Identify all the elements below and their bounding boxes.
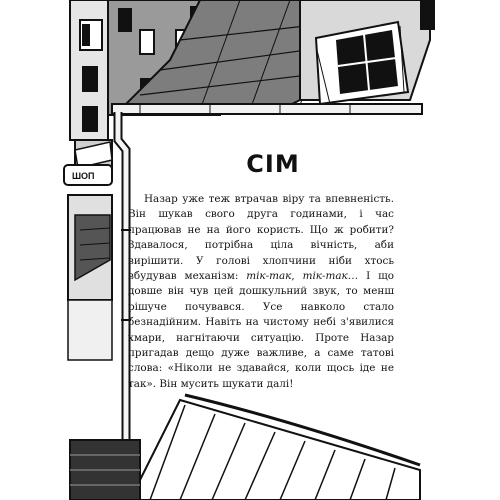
shop-sign: ШОП [72,171,95,181]
tick-tock-2: тік-так [302,270,348,283]
tick-tock-1: тік-так [246,270,292,283]
chapter-title: СІМ [246,150,300,178]
paragraph-part-2: … І що довше він чув цей дошкульний звук, то менш рішуче почувався. Усе навколо стало безнадійним. Навіть на чистому небі з'явилися хмари, нагнітаючи ситуацію. Проте Назар пригадав дещо дуже важливе, а саме татові слова: «Ніколи не здавайся, коли щось іде не так». Він мусить шукати далі! [128,270,394,390]
staircase [130,395,420,500]
paragraph-separator: , [291,270,303,283]
paragraph-part-1: Назар уже теж втрачав віру та впевненість. Він шукав свого друга годинами, і час працював не на його користь. Що ж робити? Здавалося, потрібна ціла вічність, аби вирішити. У голові хлопчини ніби хтось вбудував механізм: [128,193,394,283]
left-building [70,0,108,140]
gutter [112,104,422,114]
chapter-paragraph [128,192,394,392]
right-house [300,0,435,104]
shop-facade [64,140,112,360]
stone-steps [70,440,140,500]
